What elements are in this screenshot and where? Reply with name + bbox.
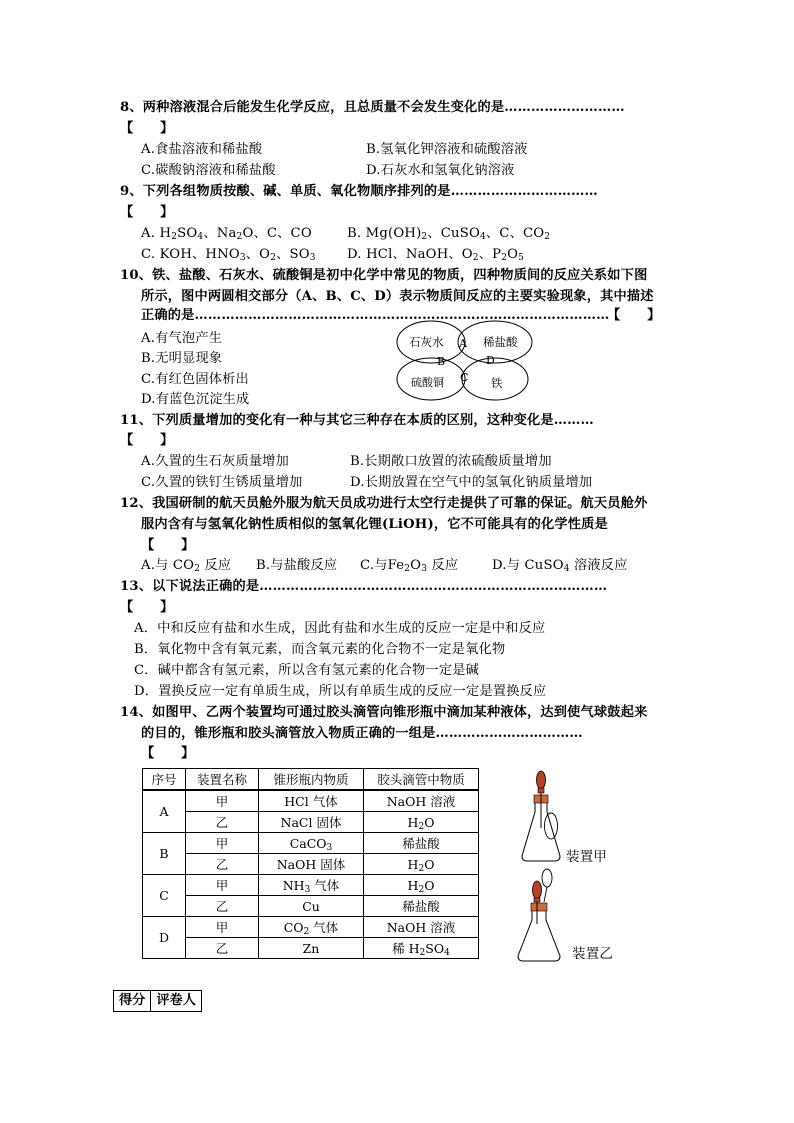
venn-region-b: B bbox=[437, 355, 446, 368]
table-cell: 甲 bbox=[186, 790, 259, 812]
table-cell: 甲 bbox=[186, 875, 259, 896]
table-row bbox=[143, 790, 479, 812]
q9-option-d: D. HCl、NaOH、$O_2$、$P_2O_5$ bbox=[347, 247, 525, 263]
table-cell: HCl 气体 bbox=[259, 790, 364, 812]
q12-option-b: B.与盐酸反应 bbox=[256, 558, 338, 573]
q11-option-b: B.长期敞口放置的浓硫酸质量增加 bbox=[350, 454, 552, 469]
q10-line3: 正确的是………………………………………………………………………………… bbox=[141, 308, 610, 323]
table-group-cell: D bbox=[143, 917, 186, 959]
q13-option-a: A．中和反应有盐和水生成，因此有盐和水生成的反应一定是中和反应 bbox=[134, 621, 546, 636]
q8-stem: 8、两种溶液混合后能发生化学反应，且总质量不会发生变化的是……………………… bbox=[120, 100, 625, 115]
q12-line2: 服内含有与氢氧化钠性质相似的氢氧化锂(LiOH)，它不可能具有的化学性质是 bbox=[141, 517, 608, 532]
q8-answer-bracket[interactable]: 【 】 bbox=[120, 121, 174, 136]
q13-option-d: D．置换反应一定有单质生成，所以有单质生成的反应一定是置换反应 bbox=[134, 684, 547, 699]
q10-line2: 所示，图中两圆相交部分（A、B、C、D）表示物质间反应的主要实验现象，其中描述 bbox=[141, 289, 654, 304]
apparatus-jia-label: 装置甲 bbox=[566, 849, 608, 865]
table-row bbox=[143, 812, 479, 833]
q12-answer-bracket[interactable]: 【 】 bbox=[141, 538, 195, 553]
q10-line1: 10、铁、盐酸、石灰水、硫酸铜是初中化学中常见的物质，四种物质间的反应关系如下图 bbox=[120, 268, 648, 283]
q13-option-c: C．碱中都含有氢元素，所以含有氢元素的化合物一定是碱 bbox=[134, 663, 479, 678]
q10-option-d: D.有蓝色沉淀生成 bbox=[141, 392, 250, 407]
venn-region-c: C bbox=[460, 371, 469, 384]
q8-option-c: C.碳酸钠溶液和稀盐酸 bbox=[141, 163, 276, 178]
venn-region-a: A bbox=[459, 337, 467, 350]
table-cell: 稀盐酸 bbox=[364, 833, 479, 854]
q10-option-c: C.有红色固体析出 bbox=[141, 372, 249, 387]
q10-option-a: A.有气泡产生 bbox=[141, 331, 223, 346]
q11-option-c: C.久置的铁钉生锈质量增加 bbox=[141, 475, 303, 490]
table-row bbox=[143, 896, 479, 917]
table-cell: $NH_3$ 气体 bbox=[259, 875, 364, 896]
q11-stem: 11、下列质量增加的变化有一种与其它三种存在本质的区别，这种变化是……… bbox=[120, 413, 594, 428]
q9-answer-bracket[interactable]: 【 】 bbox=[120, 205, 174, 220]
table-cell: 甲 bbox=[186, 917, 259, 938]
table-row bbox=[143, 938, 479, 959]
q9-option-b: B. $Mg(OH)_2$、CuSO$_4$、C、$CO_2$ bbox=[347, 226, 551, 242]
q14-options-table bbox=[142, 768, 479, 959]
table-header-cell: 锥形瓶内物质 bbox=[259, 769, 364, 791]
table-cell: CaCO$_3$ bbox=[259, 833, 364, 854]
table-cell: $H_2O$ bbox=[364, 854, 479, 875]
apparatus-yi-illustration bbox=[512, 866, 572, 966]
q13-stem: 13、以下说法正确的是…………………………………………………………………… bbox=[120, 579, 608, 594]
table-header-cell: 序号 bbox=[143, 769, 186, 791]
table-cell: NaOH 固体 bbox=[259, 854, 364, 875]
q14-line2: 的目的，锥形瓶和胶头滴管放入物质正确的一组是…………………………… bbox=[141, 726, 583, 741]
q12-option-d: D.与 CuSO$_4$ 溶液反应 bbox=[492, 558, 628, 574]
table-cell: NaCl 固体 bbox=[259, 812, 364, 833]
table-group-cell: C bbox=[143, 875, 186, 917]
table-group-cell: B bbox=[143, 833, 186, 875]
q14-line1: 14、如图甲、乙两个装置均可通过胶头滴管向锥形瓶中滴加某种液体，达到使气球鼓起来 bbox=[120, 705, 648, 720]
table-cell: $H_2O$ bbox=[364, 812, 479, 833]
q11-answer-bracket[interactable]: 【 】 bbox=[120, 433, 174, 448]
q12-option-a: A.与 $CO_2$ 反应 bbox=[141, 558, 232, 574]
venn-region-d: D bbox=[486, 354, 495, 367]
table-row bbox=[143, 917, 479, 938]
q12-option-c: C.与$Fe_2O_3$ 反应 bbox=[360, 558, 459, 574]
q8-option-b: B.氢氧化钾溶液和硫酸溶液 bbox=[366, 142, 528, 157]
q13-option-b: B．氧化物中含有氧元素，而含氧元素的化合物不一定是氧化物 bbox=[134, 642, 506, 657]
q11-option-d: D.长期放置在空气中的氢氧化钠质量增加 bbox=[350, 475, 593, 490]
q9-stem: 9、下列各组物质按酸、碱、单质、氧化物顺序排列的是…………………………… bbox=[120, 184, 598, 199]
q8-option-d: D.石灰水和氢氧化钠溶液 bbox=[366, 163, 515, 178]
q13-answer-bracket[interactable]: 【 】 bbox=[120, 600, 174, 615]
table-cell: 乙 bbox=[186, 854, 259, 875]
q11-option-a: A.久置的生石灰质量增加 bbox=[141, 454, 289, 469]
table-cell: 乙 bbox=[186, 896, 259, 917]
venn-label-hydrochloric-acid: 稀盐酸 bbox=[483, 335, 518, 349]
table-cell: Cu bbox=[259, 896, 364, 917]
table-row bbox=[143, 875, 479, 896]
table-cell: NaOH 溶液 bbox=[364, 790, 479, 812]
table-cell: 乙 bbox=[186, 938, 259, 959]
q14-answer-bracket[interactable]: 【 】 bbox=[141, 746, 195, 761]
table-header-cell: 装置名称 bbox=[186, 769, 259, 791]
table-cell: $H_2O$ bbox=[364, 875, 479, 896]
table-cell: 乙 bbox=[186, 812, 259, 833]
table-row bbox=[143, 854, 479, 875]
apparatus-yi-label: 装置乙 bbox=[572, 946, 614, 962]
table-row bbox=[143, 833, 479, 854]
table-cell: 稀 $H_2SO_4$ bbox=[364, 938, 479, 959]
table-group-cell: A bbox=[143, 790, 186, 833]
grader-label: 评卷人 bbox=[150, 991, 201, 1011]
score-label: 得分 bbox=[119, 993, 146, 1008]
q9-option-a: A. $H_2SO_4$、$Na_2O$、C、CO bbox=[141, 226, 312, 242]
venn-label-limewater: 石灰水 bbox=[409, 335, 444, 349]
table-cell: NaOH 溶液 bbox=[364, 917, 479, 938]
venn-label-copper-sulfate: 硫酸铜 bbox=[411, 376, 444, 389]
q10-answer-bracket[interactable]: 【 】 bbox=[607, 308, 661, 323]
table-cell: Zn bbox=[259, 938, 364, 959]
table-cell: 稀盐酸 bbox=[364, 896, 479, 917]
q8-option-a: A.食盐溶液和稀盐酸 bbox=[141, 142, 263, 157]
venn-label-iron: 铁 bbox=[491, 376, 503, 390]
q10-option-b: B.无明显现象 bbox=[141, 351, 223, 366]
table-header-row bbox=[143, 769, 479, 791]
q12-line1: 12、我国研制的航天员舱外服为航天员成功进行太空行走提供了可靠的保证。航天员舱外 bbox=[120, 496, 648, 511]
q10-venn-diagram bbox=[395, 315, 535, 405]
table-cell: $CO_2$ 气体 bbox=[259, 917, 364, 938]
table-header-cell: 胶头滴管中物质 bbox=[364, 769, 479, 791]
score-box bbox=[113, 990, 202, 1012]
table-cell: 甲 bbox=[186, 833, 259, 854]
q9-option-c: C. KOH、$HNO_3$、$O_2$、$SO_3$ bbox=[141, 247, 316, 263]
